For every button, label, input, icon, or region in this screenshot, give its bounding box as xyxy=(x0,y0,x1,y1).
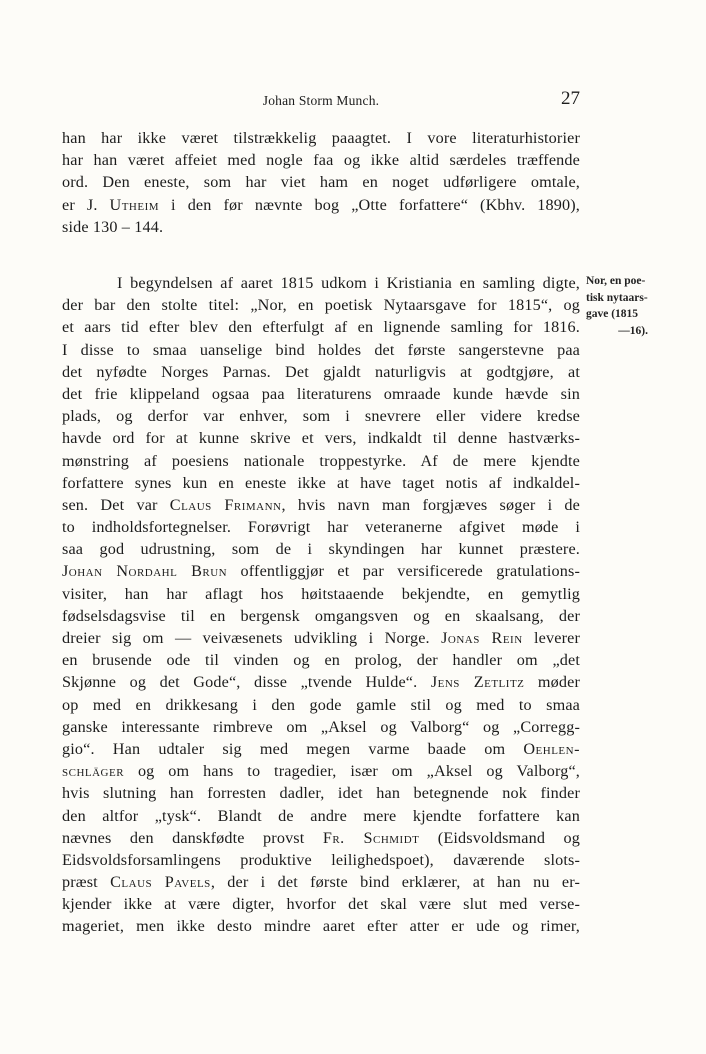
text-line: ord. Den eneste, som har viet ham en noget udførligere omtale, xyxy=(62,173,580,192)
text-fragment: , der i det første bind erklærer, at han nu er- xyxy=(210,873,580,892)
text-line: plads, og derfor var enhver, som i snevrere eller videre kredse xyxy=(62,407,580,426)
paragraph-1 xyxy=(62,127,580,238)
text-fragment: præst xyxy=(62,873,98,892)
text-fragment: leverer xyxy=(534,629,580,647)
text-line xyxy=(62,738,580,760)
running-head xyxy=(62,88,580,112)
text-line: visiter, han har aflagt hos høitstaaende bekjendte, en gemytlig xyxy=(62,584,580,603)
text-line: havde ord for at kunne skrive et vers, indkaldt til denne hastværks- xyxy=(62,429,580,448)
text-fragment: , hvis navn man forgjæves søger i de xyxy=(281,495,580,514)
text-fragment: Skjønne og det Gode“, disse „tvende Hulde“. xyxy=(62,673,418,692)
margin-note-line: —16). xyxy=(618,324,648,337)
author-name: Oehlen- xyxy=(523,739,580,758)
margin-note-line: Nor, en poe- xyxy=(586,275,646,287)
text-fragment: sen. Det var xyxy=(62,495,158,514)
text-line: en brusende ode til vinden og en prolog, der handler om „det xyxy=(62,651,580,670)
text-line: fødselsdagsvise til en bergensk omgangsven og en skaalsang, der xyxy=(62,606,580,625)
margin-note xyxy=(586,273,670,339)
running-title: Johan Storm Munch. xyxy=(262,93,380,108)
text-line: hvis slutning han forresten dadler, idet han betegnende nok finder xyxy=(62,784,580,803)
text-fragment: (Eidsvoldsmand og xyxy=(437,828,580,847)
text-line xyxy=(62,494,580,516)
text-line: I disse to smaa uanselige bind holdes det første sangerstevne paa xyxy=(62,340,580,359)
text-fragment: og om hans to tragedier, især om „Aksel og Valborg“, xyxy=(137,762,580,781)
text-fragment: er J. xyxy=(62,195,98,214)
text-line xyxy=(62,194,580,216)
text-fragment: i den før nævnte bog „Otte forfattere“ (Kbhv. 1890), xyxy=(171,195,580,214)
text-line: saa god udrustning, som de i skyndingen har kunnet præstere. xyxy=(62,540,580,559)
text-line: den altfor „tysk“. Blandt de andre mere kjendte forfattere kan xyxy=(62,806,580,825)
text-line xyxy=(62,627,580,649)
text-line: I begyndelsen af aaret 1815 udkom i Kristiania en samling digte, xyxy=(117,274,580,292)
margin-note-line: tisk nytaars- xyxy=(586,291,648,304)
author-name: Claus Pavels xyxy=(110,873,211,892)
text-line xyxy=(62,671,580,693)
text-line: han har ikke været tilstrækkelig paaagtet. I vore literaturhistorier xyxy=(62,129,580,147)
text-fragment: nævnes den danskfødte provst xyxy=(62,828,305,847)
margin-note-line: gave (1815 xyxy=(586,308,639,320)
text-line: to indholdsfortegnelser. Forøvrigt har veteranerne afgivet møde i xyxy=(62,518,580,537)
author-name: Utheim xyxy=(109,195,160,214)
text-fragment: gio“. Han udtaler sig med megen varme baade om xyxy=(62,739,506,758)
text-line: det nyfødte Norges Parnas. Det gjaldt naturligvis at godtgjøre, at xyxy=(62,362,580,381)
text-line: har han været affeiet med nogle faa og ikke altid særdeles træffende xyxy=(62,151,580,170)
author-name: Johan Nordahl Brun xyxy=(62,562,228,581)
paragraph-2 xyxy=(62,272,580,938)
text-fragment: offentliggjør et par versificerede gratulations- xyxy=(240,562,580,581)
page-number: 27 xyxy=(561,88,580,109)
text-line xyxy=(62,760,580,782)
text-line xyxy=(62,871,580,893)
text-fragment: møder xyxy=(537,673,580,692)
author-name: Fr. Schmidt xyxy=(322,828,420,847)
text-line: kjender ikke at være digter, hvorfor det skal være slut med verse- xyxy=(62,895,580,914)
text-line: forfattere synes kun en eneste ikke at have taget notis af indkaldel- xyxy=(62,473,580,492)
text-line: Eidsvoldsforsamlingens produktive leilighedspoet), daværende slots- xyxy=(62,850,580,869)
text-line: mageriet, men ikke desto mindre aaret efter atter er ude og rimer, xyxy=(62,917,580,936)
author-name: Claus Frimann xyxy=(169,495,282,514)
text-line: ganske interessante rimbreve om „Aksel og Valborg“ og „Corregg- xyxy=(62,717,580,736)
author-name: schläger xyxy=(62,762,125,781)
author-name: Jonas Rein xyxy=(441,629,523,647)
text-line: side 130 – 144. xyxy=(62,217,164,236)
text-line: der bar den stolte titel: „Nor, en poetisk Nytaarsgave for 1815“, og xyxy=(62,296,580,315)
text-fragment: dreier sig om — veivæsenets udvikling i Norge. xyxy=(62,629,430,647)
text-line: mønstring af poesiens nationale troppestyrke. Af de mere kjendte xyxy=(62,451,580,470)
text-line: op med en drikkesang i den gode gamle stil og med to smaa xyxy=(62,695,580,714)
text-line: det frie klippeland ogsaa paa literaturens omraade kunde hævde sin xyxy=(62,384,580,403)
text-line: et aars tid efter blev den efterfulgt af en lignende samling for 1816. xyxy=(62,318,580,337)
text-line xyxy=(62,560,580,582)
author-name: Jens Zetlitz xyxy=(430,673,525,692)
text-line xyxy=(62,827,580,849)
